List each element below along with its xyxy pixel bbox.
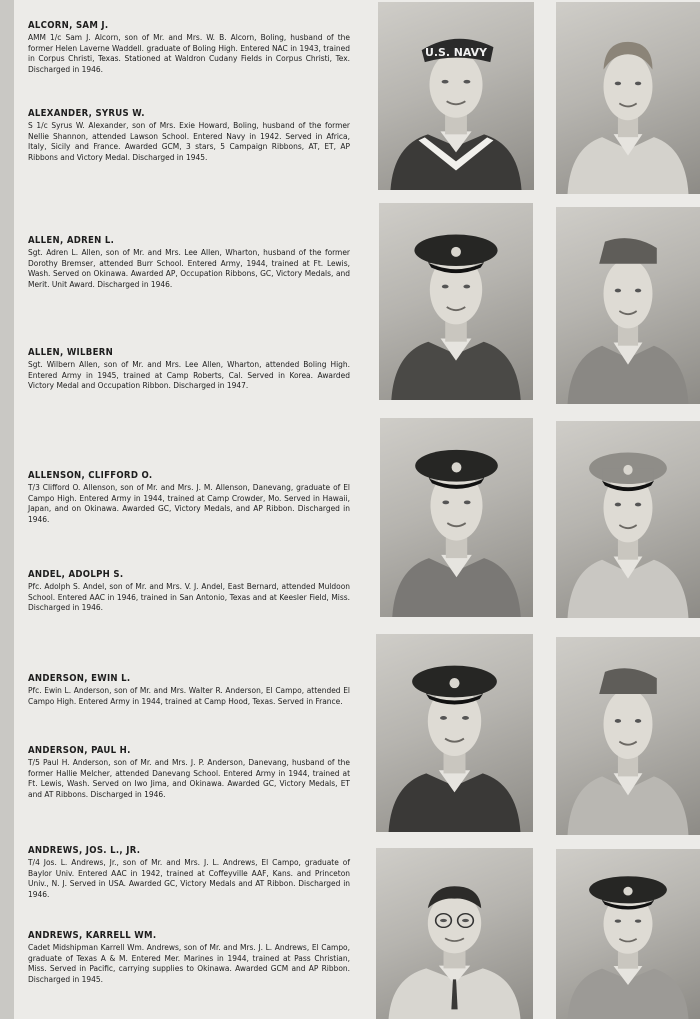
entry-paul-anderson — [28, 745, 350, 799]
entry-bio: Cadet Midshipman Karrell Wm. Andrews, son of Mr. and Mrs. J. L. Andrews, El Campo, graduate of Texas A & M. Entered Mer. Marines in 1944, trained at Pass Christian, Miss. Served in Pacific, carrying supplies to Okinawa. Awarded GCM and AP Ribbon. Discharged in 1945. — [28, 942, 350, 984]
entry-name: ALLENSON, CLIFFORD O. — [28, 470, 153, 481]
adren-allen-portrait — [379, 203, 533, 400]
portrait-silhouette — [379, 203, 533, 400]
portrait-silhouette — [556, 849, 700, 1019]
portrait-silhouette — [378, 2, 534, 190]
portrait-silhouette — [556, 2, 700, 194]
entry-bio: Pfc. Ewin L. Anderson, son of Mr. and Mrs. Walter R. Anderson, El Campo, attended El Campo High. Entered Army in 1944, trained at Camp Hood, Texas. Served in France. — [28, 685, 350, 706]
entry-name: ALEXANDER, SYRUS W. — [28, 108, 145, 119]
entry-bio: Pfc. Adolph S. Andel, son of Mr. and Mrs. V. J. Andel, East Bernard, attended Muldoon School. Entered AAC in 1946, trained in San Antonio, Texas and at Keesler Field, Miss. Discharged in 1946. — [28, 581, 350, 613]
portrait-silhouette — [556, 637, 700, 835]
page-binding-edge — [0, 0, 14, 1019]
entry-name: ANDERSON, PAUL H. — [28, 745, 131, 756]
entry-name: ALCORN, SAM J. — [28, 20, 109, 31]
portrait-silhouette — [556, 207, 700, 404]
entry-bio: S 1/c Syrus W. Alexander, son of Mrs. Exie Howard, Boling, husband of the former Nellie Shannon, attended Lawson School. Entered Navy in 1942. Served in Africa, Italy, Sicily and France. Awarded GCM, 3 stars, 5 Campaign Ribbons, AT, ET, AP Ribbons and Victory Medal. Discharged in 1945. — [28, 120, 350, 162]
entry-andel — [28, 569, 350, 613]
allenson-portrait — [380, 418, 533, 617]
entry-allenson — [28, 470, 350, 524]
karrell-andrews-portrait — [556, 849, 700, 1019]
wilbern-allen-portrait — [556, 207, 700, 404]
portrait-silhouette — [376, 634, 533, 832]
portrait-silhouette — [376, 848, 533, 1019]
entry-name: ALLEN, WILBERN — [28, 347, 114, 358]
andel-portrait — [556, 421, 700, 618]
entry-bio: Sgt. Wilbern Allen, son of Mr. and Mrs. Lee Allen, Wharton, attended Boling High. Entered Army in 1945, trained at Camp Roberts, Cal. Served in Korea. Awarded Victory Medal and Occupation Ribbon. Discharged in 1947. — [28, 359, 350, 391]
entry-bio: T/5 Paul H. Anderson, son of Mr. and Mrs. J. P. Anderson, Danevang, husband of the former Hallie Melcher, attended Danevang School. Entered Army in 1944, trained at Ft. Lewis, Wash. Served on Iwo Jima, and Okinawa. Awarded GC, Victory Medals, ET and AT Ribbons. Discharged in 1946. — [28, 757, 350, 799]
entry-name: ANDEL, ADOLPH S. — [28, 569, 124, 580]
entry-name: ANDREWS, KARRELL WM. — [28, 930, 157, 941]
entry-bio: AMM 1/c Sam J. Alcorn, son of Mr. and Mrs. W. B. Alcorn, Boling, husband of the former Helen Laverne Waddell. graduate of Boling High. Entered NAC in 1943, trained in Corpus Christi, Texas. Stationed at Waldron Cudany Fields in Corpus Christi, Tex. Discharged in 1946. — [28, 32, 350, 74]
entry-name: ALLEN, ADREN L. — [28, 235, 115, 246]
entry-bio: Sgt. Adren L. Allen, son of Mr. and Mrs. Lee Allen, Wharton, husband of the former Dorothy Bremser, attended Burr School. Entered Army, 1944, trained at Ft. Lewis, Wash. Served on Okinawa. Awarded AP, Occupation Ribbons, GC, Victory Medals, and Merit. Unit Award. Discharged in 1946. — [28, 247, 350, 289]
entry-bio: T/3 Clifford O. Allenson, son of Mr. and Mrs. J. M. Allenson, Danevang, graduate of El Campo High. Entered Army in 1944, trained at Camp Crowder, Mo. Served in Hawaii, Japan, and on Okinawa. Awarded GC, Victory Medals, and AP Ribbon. Discharged in 1946. — [28, 482, 350, 524]
entry-jos-andrews — [28, 845, 350, 899]
entry-alcorn — [28, 20, 350, 74]
portrait-silhouette — [380, 418, 533, 617]
jos-andrews-portrait — [376, 848, 533, 1019]
alcorn-portrait — [378, 2, 534, 190]
entry-bio: T/4 Jos. L. Andrews, Jr., son of Mr. and Mrs. J. L. Andrews, El Campo, graduate of Baylor Univ. Entered AAC in 1942, trained at Coffeyville AAF, Kans. and Princeton Univ., N. J. Served in USA. Awarded GC, Victory Medals and AT Ribbon. Discharged in 1946. — [28, 857, 350, 899]
ewin-anderson-portrait — [376, 634, 533, 832]
portrait-silhouette — [556, 421, 700, 618]
entry-karrell-andrews — [28, 930, 350, 984]
entry-alexander — [28, 108, 350, 162]
entry-adren-allen — [28, 235, 350, 289]
alexander-portrait — [556, 2, 700, 194]
svg-text:U.S. NAVY: U.S. NAVY — [424, 46, 488, 60]
entry-wilbern-allen — [28, 347, 350, 391]
entry-name: ANDERSON, EWIN L. — [28, 673, 131, 684]
entry-name: ANDREWS, JOS. L., JR. — [28, 845, 141, 856]
entry-ewin-anderson — [28, 673, 350, 706]
paul-anderson-portrait — [556, 637, 700, 835]
